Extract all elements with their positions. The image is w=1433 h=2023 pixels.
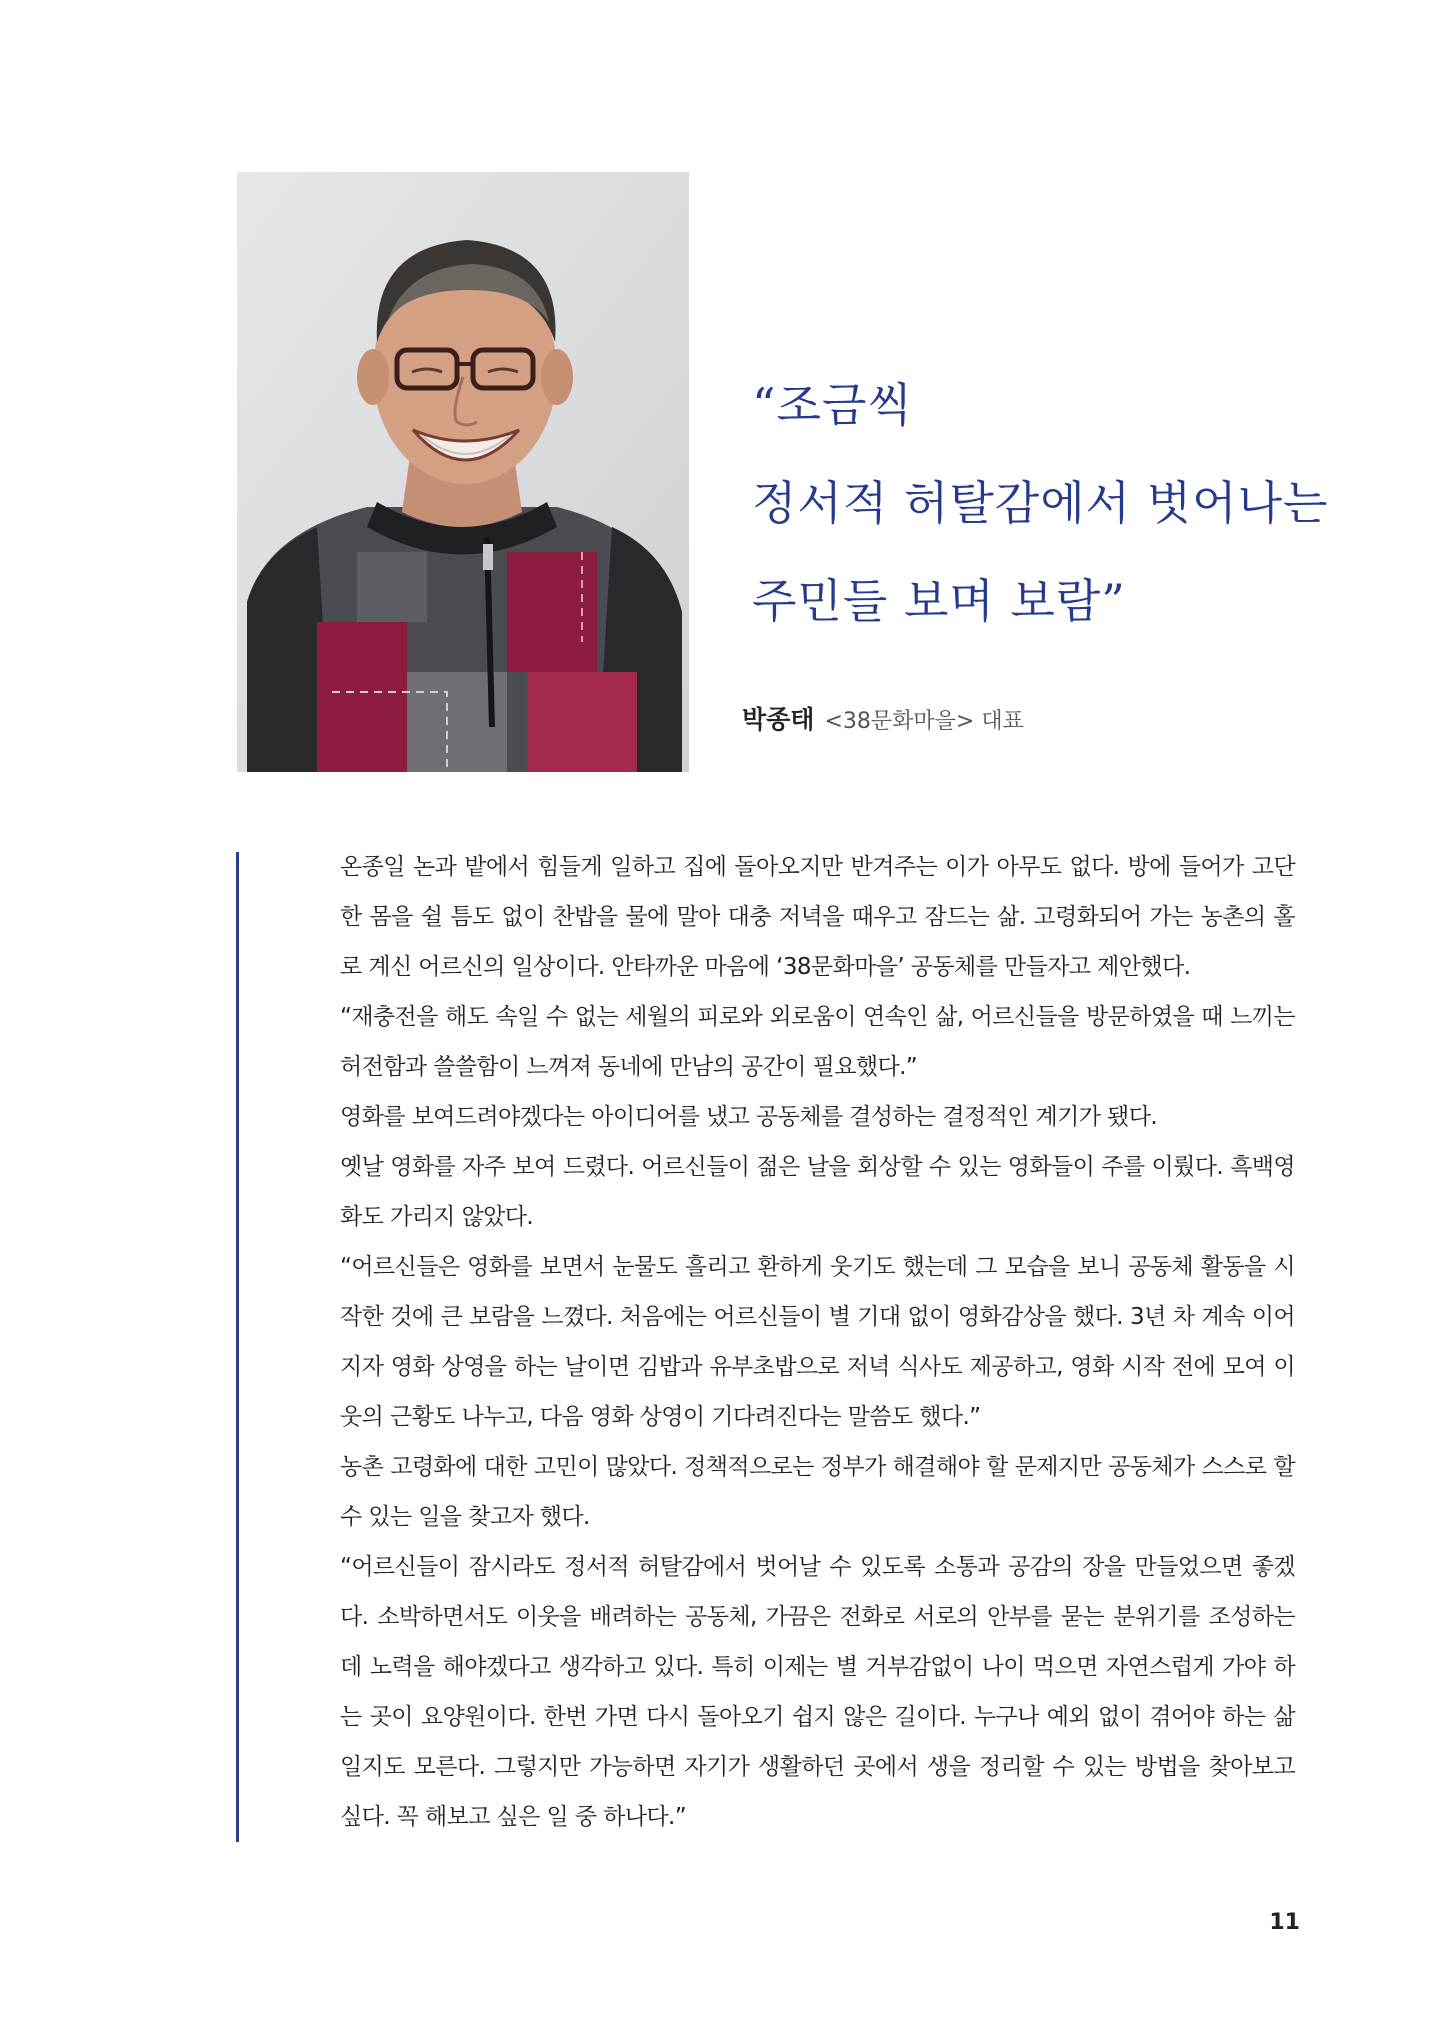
pull-quote-line: 정서적 허탈감에서 벗어나는 [752, 476, 1329, 530]
paragraph: “어르신들이 잠시라도 정서적 허탈감에서 벗어날 수 있도록 소통과 공감의 장을 만들었으면 좋겠다. 소박하면서도 이웃을 배려하는 공동체, 가끔은 전화로 서로의 안부를 묻는 분위기를 조성하는 데 노력을 해야겠다고 생각하고 있다. 특히 이제는 별 거부감없이 나이 먹으면 자연스럽게 가야 하는 곳이 요양원이다. 한번 가면 다시 돌아오기 쉽지 않은 길이다. 누구나 예외 없이 겪어야 하는 삶일지도 모른다. 그렇지만 가능하면 자기가 생활하던 곳에서 생을 정리할 수 있는 방법을 찾아보고 싶다. 꼭 해보고 싶은 일 중 하나다.” [340, 1554, 1295, 1830]
paragraph: 영화를 보여드려야겠다는 아이디어를 냈고 공동체를 결성하는 결정적인 계기가 됐다. [340, 1104, 1158, 1130]
paragraph: “재충전을 해도 속일 수 없는 세월의 피로와 외로움이 연속인 삶, 어르신들을 방문하였을 때 느끼는 허전함과 쓸쓸함이 느껴져 동네에 만남의 공간이 필요했다.” [340, 1004, 1295, 1080]
interviewee-name: 박종태 [742, 705, 815, 734]
pull-quote [752, 356, 1412, 650]
byline [742, 700, 1024, 736]
interviewee-affiliation: <38문화마을> 대표 [824, 709, 1024, 734]
paragraph: 농촌 고령화에 대한 고민이 많았다. 정책적으로는 정부가 해결해야 할 문제지만 공동체가 스스로 할 수 있는 일을 찾고자 했다. [340, 1454, 1295, 1530]
article-body [340, 842, 1295, 1842]
accent-rule [236, 852, 239, 1842]
paragraph: “어르신들은 영화를 보면서 눈물도 흘리고 환하게 웃기도 했는데 그 모습을 보니 공동체 활동을 시작한 것에 큰 보람을 느꼈다. 처음에는 어르신들이 별 기대 없이 영화감상을 했다. 3년 차 계속 이어지자 영화 상영을 하는 날이면 김밥과 유부초밥으로 저녁 식사도 제공하고, 영화 시작 전에 모여 이웃의 근황도 나누고, 다음 영화 상영이 기다려진다는 말씀도 했다.” [340, 1254, 1295, 1430]
paragraph: 옛날 영화를 자주 보여 드렸다. 어르신들이 젊은 날을 회상할 수 있는 영화들이 주를 이뤘다. 흑백영화도 가리지 않았다. [340, 1154, 1295, 1230]
portrait-photo [237, 172, 689, 772]
pull-quote-line: “조금씩 [752, 378, 913, 432]
pull-quote-line: 주민들 보며 보람” [752, 574, 1126, 628]
paragraph: 온종일 논과 밭에서 힘들게 일하고 집에 돌아오지만 반겨주는 이가 아무도 없다. 방에 들어가 고단한 몸을 쉴 틈도 없이 찬밥을 물에 말아 대충 저녁을 때우고 잠드는 삶. 고령화되어 가는 농촌의 홀로 계신 어르신의 일상이다. 안타까운 마음에 ‘38문화마을’ 공동체를 만들자고 제안했다. [340, 854, 1295, 980]
page-number: 11 [1269, 1910, 1300, 1935]
